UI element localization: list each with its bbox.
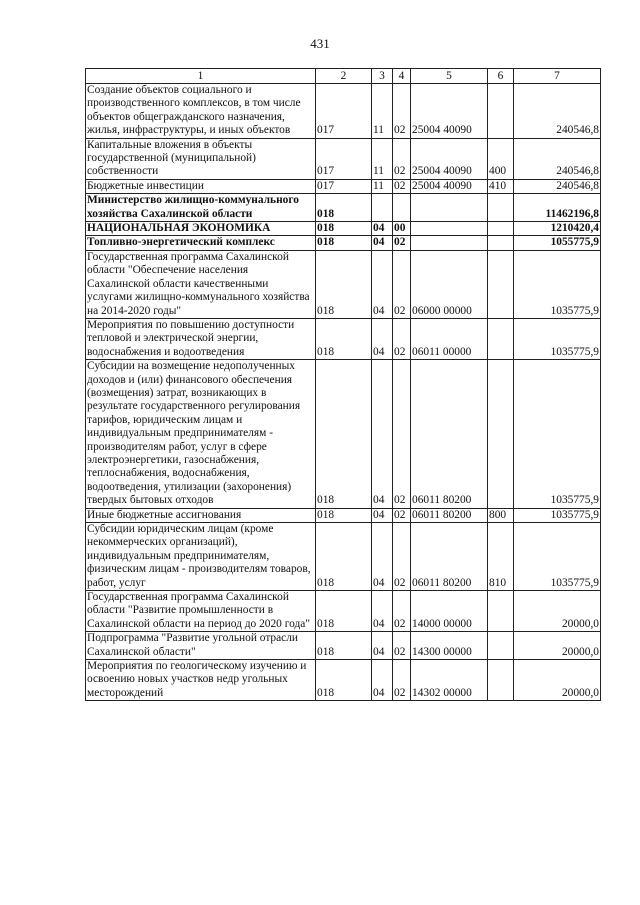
- cell-subsection: 02: [393, 179, 411, 193]
- cell-type: 410: [488, 179, 514, 193]
- cell-section: 11: [372, 138, 393, 179]
- table-row: [86, 250, 601, 318]
- cell-type: 400: [488, 138, 514, 179]
- cell-section: 11: [372, 84, 393, 139]
- cell-type: [488, 591, 514, 632]
- budget-table: [85, 68, 601, 701]
- cell-name: Государственная программа Сахалинской области "Развитие промышленности в Сахалинской области на период до 2020 года": [86, 591, 316, 632]
- cell-section: 04: [372, 523, 393, 591]
- cell-section: 04: [372, 632, 393, 660]
- cell-subsection: 02: [393, 591, 411, 632]
- cell-amount: 240546,8: [514, 138, 601, 179]
- header-row: [86, 69, 601, 84]
- col-header-type: 6: [488, 69, 514, 84]
- cell-amount: 1055775,9: [514, 236, 601, 250]
- table-row: [86, 318, 601, 359]
- table-row: [86, 508, 601, 522]
- cell-subsection: 02: [393, 250, 411, 318]
- cell-amount: 1035775,9: [514, 523, 601, 591]
- cell-section: 04: [372, 222, 393, 236]
- cell-subsection: 02: [393, 632, 411, 660]
- cell-ministry: 018: [316, 508, 372, 522]
- cell-name: Субсидии юридическим лицам (кроме некоммерческих организаций), индивидуальным предпринимателям, физическим лицам - производителям товаров, работ, услуг: [86, 523, 316, 591]
- table-row: [86, 523, 601, 591]
- cell-target: 14300 00000: [411, 632, 488, 660]
- col-header-target: 5: [411, 69, 488, 84]
- cell-target: [411, 194, 488, 222]
- cell-type: [488, 318, 514, 359]
- cell-ministry: 017: [316, 179, 372, 193]
- cell-target: 06011 80200: [411, 360, 488, 508]
- cell-subsection: 02: [393, 360, 411, 508]
- cell-ministry: 018: [316, 591, 372, 632]
- cell-target: 25004 40090: [411, 138, 488, 179]
- table-row: [86, 138, 601, 179]
- cell-target: [411, 236, 488, 250]
- cell-type: [488, 660, 514, 701]
- cell-name: Капитальные вложения в объекты государственной (муниципальной) собственности: [86, 138, 316, 179]
- cell-section: [372, 194, 393, 222]
- cell-name: Министерство жилищно-коммунального хозяйства Сахалинской области: [86, 194, 316, 222]
- cell-name: Субсидии на возмещение недополученных доходов и (или) финансового обеспечения (возмещения) затрат, возникающих в результате государственного регулирования тарифов, юридическим лицам и индивидуальным предпринимателям - производителям работ, услуг в сфере электроэнергетики, газоснабжения, теплоснабжения, водоснабжения, водоотведения, утилизации (захоронения) твердых бытовых отходов: [86, 360, 316, 508]
- cell-amount: 1035775,9: [514, 360, 601, 508]
- cell-ministry: 018: [316, 523, 372, 591]
- cell-type: [488, 84, 514, 139]
- table-row: [86, 660, 601, 701]
- cell-ministry: 018: [316, 222, 372, 236]
- cell-subsection: 02: [393, 523, 411, 591]
- cell-type: [488, 194, 514, 222]
- cell-name: Государственная программа Сахалинской области "Обеспечение населения Сахалинской области качественными услугами жилищно-коммунального хозяйства на 2014-2020 годы": [86, 250, 316, 318]
- cell-ministry: 018: [316, 318, 372, 359]
- cell-section: 04: [372, 250, 393, 318]
- cell-type: 800: [488, 508, 514, 522]
- cell-target: 06011 80200: [411, 508, 488, 522]
- cell-name: Мероприятия по повышению доступности тепловой и электрической энергии, водоснабжения и водоотведения: [86, 318, 316, 359]
- table-row: [86, 84, 601, 139]
- cell-type: [488, 236, 514, 250]
- table-row: [86, 591, 601, 632]
- table-body: [86, 84, 601, 701]
- cell-target: 25004 40090: [411, 84, 488, 139]
- cell-subsection: 02: [393, 660, 411, 701]
- col-header-section: 3: [372, 69, 393, 84]
- cell-ministry: 018: [316, 250, 372, 318]
- table-row: [86, 194, 601, 222]
- cell-type: [488, 250, 514, 318]
- cell-ministry: 017: [316, 84, 372, 139]
- cell-type: 810: [488, 523, 514, 591]
- cell-name: Бюджетные инвестиции: [86, 179, 316, 193]
- table-row: [86, 632, 601, 660]
- cell-target: [411, 222, 488, 236]
- cell-subsection: [393, 194, 411, 222]
- page-number: 431: [310, 36, 330, 51]
- cell-ministry: 018: [316, 660, 372, 701]
- cell-target: 14000 00000: [411, 591, 488, 632]
- cell-section: 04: [372, 660, 393, 701]
- cell-type: [488, 632, 514, 660]
- cell-section: 04: [372, 318, 393, 359]
- cell-amount: 1210420,4: [514, 222, 601, 236]
- cell-name: Топливно-энергетический комплекс: [86, 236, 316, 250]
- cell-subsection: 00: [393, 222, 411, 236]
- cell-target: 06000 00000: [411, 250, 488, 318]
- cell-ministry: 018: [316, 360, 372, 508]
- cell-ministry: 017: [316, 138, 372, 179]
- cell-ministry: 018: [316, 236, 372, 250]
- cell-section: 04: [372, 236, 393, 250]
- cell-section: 04: [372, 508, 393, 522]
- cell-section: 11: [372, 179, 393, 193]
- col-header-subsection: 4: [393, 69, 411, 84]
- cell-subsection: 02: [393, 236, 411, 250]
- table-row: [86, 179, 601, 193]
- cell-name: НАЦИОНАЛЬНАЯ ЭКОНОМИКА: [86, 222, 316, 236]
- cell-subsection: 02: [393, 508, 411, 522]
- cell-type: [488, 360, 514, 508]
- cell-ministry: 018: [316, 194, 372, 222]
- cell-target: 06011 80200: [411, 523, 488, 591]
- cell-type: [488, 222, 514, 236]
- cell-subsection: 02: [393, 84, 411, 139]
- cell-name: Иные бюджетные ассигнования: [86, 508, 316, 522]
- cell-target: 25004 40090: [411, 179, 488, 193]
- col-header-name: 1: [86, 69, 316, 84]
- cell-target: 14302 00000: [411, 660, 488, 701]
- cell-amount: 20000,0: [514, 591, 601, 632]
- cell-name: Мероприятия по геологическому изучению и освоению новых участков недр угольных месторождений: [86, 660, 316, 701]
- cell-amount: 240546,8: [514, 179, 601, 193]
- cell-amount: 20000,0: [514, 632, 601, 660]
- cell-amount: 1035775,9: [514, 318, 601, 359]
- col-header-amount: 7: [514, 69, 601, 84]
- table-row: [86, 360, 601, 508]
- cell-target: 06011 00000: [411, 318, 488, 359]
- cell-amount: 11462196,8: [514, 194, 601, 222]
- cell-ministry: 018: [316, 632, 372, 660]
- table-row: [86, 222, 601, 236]
- cell-name: Создание объектов социального и производственного комплексов, в том числе объектов общегражданского назначения, жилья, инфраструктуры, и иных объектов: [86, 84, 316, 139]
- cell-amount: 20000,0: [514, 660, 601, 701]
- cell-name: Подпрограмма "Развитие угольной отрасли Сахалинской области": [86, 632, 316, 660]
- cell-subsection: 02: [393, 138, 411, 179]
- col-header-ministry: 2: [316, 69, 372, 84]
- cell-section: 04: [372, 360, 393, 508]
- cell-subsection: 02: [393, 318, 411, 359]
- cell-amount: 240546,8: [514, 84, 601, 139]
- cell-amount: 1035775,9: [514, 250, 601, 318]
- cell-amount: 1035775,9: [514, 508, 601, 522]
- cell-section: 04: [372, 591, 393, 632]
- table-row: [86, 236, 601, 250]
